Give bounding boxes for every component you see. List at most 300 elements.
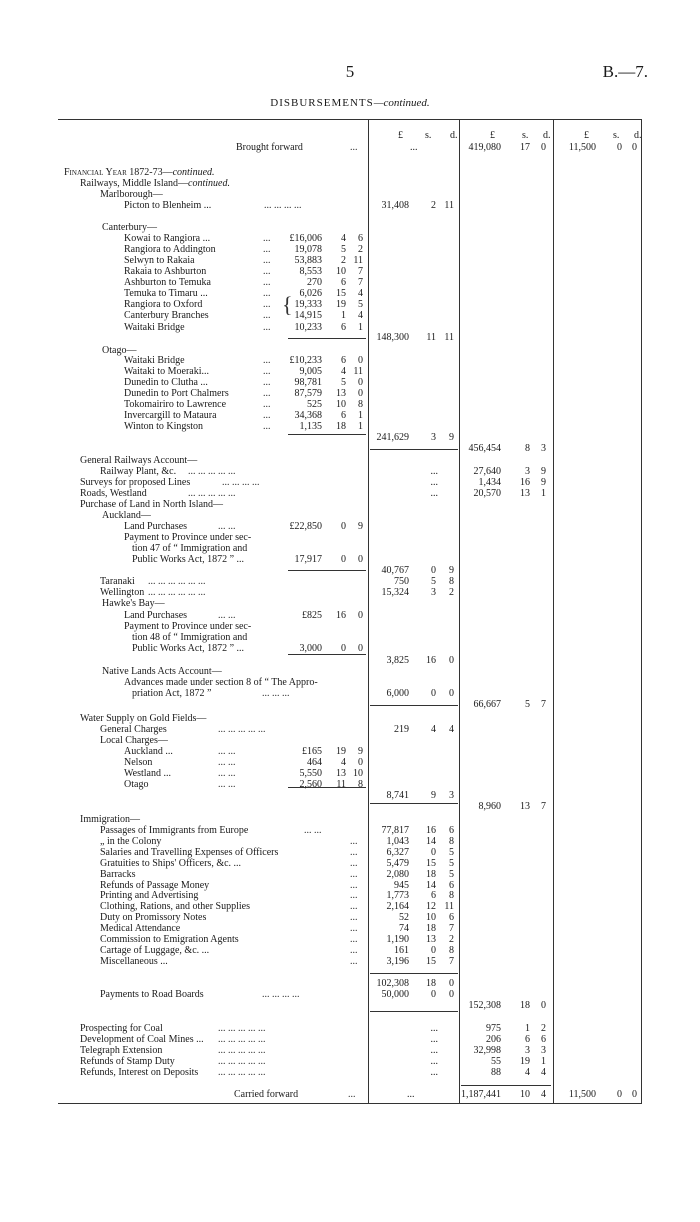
otago-item-amount-pence: 0: [358, 388, 363, 399]
hb-total-pounds: 3,825: [386, 655, 409, 666]
immigration-item-amount-shillings: 13: [426, 934, 436, 945]
auckland-land-amount-shillings: 0: [341, 521, 346, 532]
misc-item-col2-pence: 1: [541, 488, 546, 499]
immigration-item-dots: ...: [350, 934, 358, 945]
immigration-item-label: Clothing, Rations, and other Supplies: [100, 901, 250, 913]
general-charges-amount-shillings: 4: [431, 724, 436, 735]
picton-dots: ... ... ... ...: [264, 200, 302, 211]
immigration-item-dots: ...: [350, 846, 358, 858]
otago-item-label: Waitaki to Moeraki...: [124, 366, 210, 377]
final-item-col2-shillings: 3: [525, 1045, 530, 1056]
otago-item-amount-pounds: 9,005: [299, 366, 322, 377]
otago-item-label: Waitaki Bridge: [124, 355, 185, 366]
immigration-item-amount-pence: 8: [449, 944, 454, 956]
native-lands-dots: ... ... ...: [262, 688, 290, 699]
brought-forward-label: Brought forward: [236, 142, 303, 153]
canterbury-item-amount-pounds: 19,333: [294, 299, 322, 310]
otago-item-amount-shillings: 13: [336, 388, 346, 399]
otago-item-dots: ...: [263, 377, 271, 388]
wellington-amount-shillings: 3: [431, 587, 436, 598]
hb-payment-amount-pence: 0: [358, 643, 363, 654]
otago-item-dots: ...: [263, 388, 271, 399]
immigration-item-amount-shillings: 6: [431, 890, 436, 902]
picton-amount-pence: 11: [444, 200, 454, 211]
misc-item-col2-pence: 9: [541, 477, 546, 488]
misc-item-col2-pounds: 20,570: [473, 488, 501, 499]
canterbury-item-amount-pence: 11: [353, 255, 363, 266]
local-charge-amount-pounds: 2,560: [299, 779, 322, 790]
immigration-item-dots: ...: [350, 912, 358, 924]
heading-suffix: —continued.: [373, 97, 430, 109]
immigration-item-amount-pounds: 74: [399, 923, 409, 935]
canterbury-total-pence: 11: [444, 332, 454, 343]
road-boards-label: Payments to Road Boards: [100, 989, 204, 1000]
otago-total-pounds: 241,629: [376, 432, 409, 443]
col1-pound-sign: £: [398, 130, 403, 141]
native-lands-heading: Native Lands Acts Account—: [102, 666, 222, 677]
otago-item-label: Dunedin to Port Chalmers: [124, 388, 229, 399]
canterbury-item-amount-pounds: 10,233: [294, 322, 322, 333]
canterbury-item-amount-shillings: 6: [341, 322, 346, 333]
immigration-item-amount-pounds: 1,043: [386, 835, 409, 847]
final-item-dots: ... ... ... ... ...: [218, 1067, 266, 1078]
col3-pence-head: d.: [634, 130, 642, 141]
immigration-item-amount-pounds: 2,080: [386, 868, 409, 880]
final-item-col2-pounds: 88: [491, 1067, 501, 1078]
taranaki-amount-pence: 8: [449, 576, 454, 587]
native-lands-amount-shillings: 0: [431, 688, 436, 699]
canterbury-item-amount-pence: 7: [358, 266, 363, 277]
fy-year: 1872-73—: [126, 167, 173, 178]
misc-item-dots: ... ... ... ... ...: [188, 466, 236, 477]
final-item-col1: ...: [430, 1023, 438, 1034]
immigration-item-amount-shillings: 0: [431, 846, 436, 858]
immigration-item-amount-pounds: 945: [394, 879, 409, 891]
otago-item-amount-shillings: 6: [341, 410, 346, 421]
immigration-item-dots: ...: [350, 835, 358, 847]
canterbury-item-dots: ...: [263, 322, 271, 333]
misc-item-label: Roads, Westland: [80, 488, 147, 499]
final-item-label: Refunds of Stamp Duty: [80, 1056, 175, 1067]
misc-item-col1: ...: [430, 477, 438, 488]
otago-item-amount-pence: 1: [358, 421, 363, 432]
taranaki-amount-pounds: 750: [394, 576, 409, 587]
imm-col1-rule: [370, 973, 458, 974]
misc-item-col1: ...: [430, 488, 438, 499]
auckland-pre-rule: [288, 570, 366, 571]
brought-forward-col3-pounds: 11,500: [568, 142, 596, 153]
road-boards-amount-shillings: 0: [431, 989, 436, 1000]
canterbury-item-amount-pounds: £16,006: [289, 233, 322, 244]
otago-item-amount-shillings: 18: [336, 421, 346, 432]
fy-prefix: Financial Year: [64, 167, 127, 178]
final-item-dots: ... ... ... ... ...: [218, 1034, 266, 1045]
final-item-dots: ... ... ... ... ...: [218, 1045, 266, 1056]
auckland-land-amount-pence: 9: [358, 521, 363, 532]
immigration-heading: Immigration—: [80, 814, 140, 825]
final-item-label: Refunds, Interest on Deposits: [80, 1067, 199, 1078]
payment-line: Public Works Act, 1872 ” ...: [132, 554, 245, 565]
local-charge-dots: ... ...: [218, 779, 236, 790]
canterbury-item-amount-pence: 6: [358, 233, 363, 244]
native-lands-amount-pounds: 6,000: [386, 688, 409, 699]
otago-heading: Otago—: [102, 345, 137, 356]
otago-total-pence: 9: [449, 432, 454, 443]
local-charge-amount-pounds: £165: [302, 746, 322, 757]
local-charge-label: Nelson: [124, 757, 153, 768]
col2-pound-sign: £: [490, 130, 495, 141]
immigration-item-amount-shillings: 10: [426, 912, 436, 924]
immigration-item-amount-pounds: 1,190: [386, 934, 409, 945]
canterbury-item-label: Temuka to Timaru ...: [124, 288, 208, 299]
final-item-label: Development of Coal Mines ...: [80, 1034, 204, 1045]
immigration-item-amount-pounds: 5,479: [386, 857, 409, 869]
canterbury-item-amount-shillings: 2: [341, 255, 346, 266]
col1-left-rule: [368, 119, 369, 1103]
otago-item-dots: ...: [263, 421, 271, 432]
native-lands-line1: Advances made under section 8 of “ The Appro-: [124, 677, 318, 688]
immigration-item-amount-pence: 6: [449, 879, 454, 891]
hawkes-bay-heading: Hawke's Bay—: [102, 598, 165, 609]
immigration-item-amount-pounds: 6,327: [386, 846, 409, 858]
payment-amount-pounds: 17,917: [294, 554, 322, 565]
local-charge-amount-shillings: 19: [336, 746, 346, 757]
hb-payment-line: Public Works Act, 1872 ” ...: [132, 643, 245, 654]
immigration-item-label: Commission to Emigration Agents: [100, 934, 239, 945]
otago-item-label: Dunedin to Clutha ...: [124, 377, 208, 388]
immigration-item-amount-pounds: 161: [394, 944, 409, 956]
canterbury-item-label: Rangiora to Oxford: [124, 299, 203, 310]
otago-item-label: Tokomairiro to Lawrence: [124, 399, 227, 410]
misc-item-col2-pence: 9: [541, 466, 546, 477]
canterbury-item-amount-shillings: 4: [341, 233, 346, 244]
immigration-item-amount-shillings: 12: [426, 901, 436, 913]
immigration-item-amount-pence: 5: [449, 857, 454, 869]
marlborough-heading: Marlborough—: [100, 189, 163, 200]
otago-item-amount-pounds: £10,233: [289, 355, 322, 366]
wellington-amount-pence: 2: [449, 587, 454, 598]
otago-total-shillings: 3: [431, 432, 436, 443]
final-item-col2-pounds: 32,998: [473, 1045, 501, 1056]
immigration-item-amount-pence: 8: [449, 890, 454, 902]
payment-line: Payment to Province under sec-: [124, 532, 252, 543]
final-item-col1: ...: [430, 1056, 438, 1067]
picton-amount-shillings: 2: [431, 200, 436, 211]
immigration-item-dots: ...: [350, 955, 358, 967]
otago-item-amount-shillings: 10: [336, 399, 346, 410]
otago-item-amount-shillings: 6: [341, 355, 346, 366]
immigration-item-dots: ...: [350, 857, 358, 869]
immigration-item-amount-pence: 11: [444, 901, 454, 913]
wellington-dots: ... ... ... ... ... ...: [148, 587, 206, 598]
canterbury-item-amount-shillings: 19: [336, 299, 346, 310]
canterbury-item-amount-pounds: 14,915: [294, 310, 322, 321]
misc-item-col2-pounds: 1,434: [478, 477, 501, 488]
carried-forward-col3-pence: 0: [632, 1089, 637, 1100]
immigration-item-amount-pence: 5: [449, 846, 454, 858]
immigration-item-amount-shillings: 16: [426, 825, 436, 836]
immigration-item-label: Gratuities to Ships' Officers, &c. ...: [100, 857, 242, 869]
final-item-col1: ...: [430, 1045, 438, 1056]
canterbury-item-dots: ...: [263, 310, 271, 321]
otago-item-label: Invercargill to Mataura: [124, 410, 217, 421]
misc-item-col2-pounds: 27,640: [473, 466, 501, 477]
general-charges-amount-pounds: 219: [394, 724, 409, 735]
canterbury-item-amount-pence: 4: [358, 288, 363, 299]
col3-shilling-head: s.: [613, 130, 620, 141]
brought-forward-col2-pounds: 419,080: [468, 142, 501, 153]
general-charges-amount-pence: 4: [449, 724, 454, 735]
immigration-item-amount-shillings: 0: [431, 944, 436, 956]
local-charge-amount-pence: 10: [353, 768, 363, 779]
col2-shilling-head: s.: [522, 130, 529, 141]
fy-continued: continued.: [172, 167, 215, 178]
canterbury-item-amount-pounds: 6,026: [299, 288, 322, 299]
otago-item-amount-shillings: 5: [341, 377, 346, 388]
final-item-col1: ...: [430, 1067, 438, 1078]
general-charges-dots: ... ... ... ... ...: [218, 724, 266, 735]
immigration-item-label: Miscellaneous ...: [100, 955, 168, 967]
local-charge-label: Auckland ...: [124, 746, 173, 757]
hb-payment-line: tion 48 of “ Immigration and: [132, 632, 248, 643]
final-item-col2-pence: 4: [541, 1067, 546, 1078]
auckland-heading: Auckland—: [102, 510, 151, 521]
hb-land-amount-shillings: 16: [336, 610, 346, 621]
canterbury-item-amount-pence: 4: [358, 310, 363, 321]
canterbury-item-amount-pence: 2: [358, 244, 363, 255]
misc-item-dots: ... ... ... ... ...: [188, 488, 236, 499]
immigration-item-amount-pence: 6: [449, 825, 454, 836]
table-bottom-rule: [58, 1103, 642, 1104]
canterbury-total-pounds: 148,300: [376, 332, 409, 343]
hb-total-pence: 0: [449, 655, 454, 666]
immigration-item-label: „ in the Colony: [100, 835, 162, 847]
heading-title: DISBURSEMENTS: [270, 97, 374, 109]
immigration-item-amount-pence: 7: [449, 955, 454, 967]
oxford-branches-brace: {: [282, 292, 293, 317]
carried-forward-col2-shillings: 10: [520, 1089, 530, 1100]
local-charge-amount-pounds: 5,550: [299, 768, 322, 779]
hb-land-label: Land Purchases: [124, 610, 188, 621]
hb-land-amount-pounds: £825: [302, 610, 322, 621]
land-total-pounds: 66,667: [473, 699, 501, 710]
immigration-item-dots: ...: [350, 923, 358, 935]
misc-item-label: Railway Plant, &c.: [100, 466, 177, 477]
final-item-dots: ... ... ... ... ...: [218, 1023, 266, 1034]
canterbury-item-amount-pounds: 53,883: [294, 255, 322, 266]
picton-label: Picton to Blenheim ...: [124, 200, 212, 211]
railways-total-pounds: 456,454: [468, 443, 501, 454]
road-boards-dots: ... ... ... ...: [262, 989, 300, 1000]
immigration-item-amount-shillings: 15: [426, 955, 436, 967]
auckland-total-pence: 9: [449, 565, 454, 576]
otago-item-amount-pounds: 1,135: [299, 421, 322, 432]
misc-item-col2-shillings: 3: [525, 466, 530, 477]
otago-item-amount-pence: 0: [358, 355, 363, 366]
canterbury-item-amount-pounds: 8,553: [299, 266, 322, 277]
canterbury-item-dots: ...: [263, 244, 271, 255]
table-right-rule: [641, 119, 642, 1103]
immigration-total-pounds: 102,308: [376, 978, 409, 989]
hb-total-shillings: 16: [426, 655, 436, 666]
water-supply-heading: Water Supply on Gold Fields—: [80, 713, 207, 724]
otago-pre-rule: [288, 434, 366, 435]
carried-forward-col3-pounds: 11,500: [568, 1089, 596, 1100]
hb-payment-amount-pounds: 3,000: [299, 643, 322, 654]
railways-total-shillings: 8: [525, 443, 530, 454]
road-boards-amount-pence: 0: [449, 989, 454, 1000]
immigration-item-dots: ...: [350, 879, 358, 891]
immigration-item-amount-pounds: 2,164: [386, 901, 409, 913]
immigration-item-label: Cartage of Luggage, &c. ...: [100, 944, 210, 956]
final-item-col2-pounds: 206: [486, 1034, 501, 1045]
otago-item-amount-pence: 1: [358, 410, 363, 421]
misc-item-col2-shillings: 13: [520, 488, 530, 499]
imm-grand-rule: [370, 1011, 458, 1012]
immigration-item-label: Salaries and Travelling Expenses of Officers: [100, 846, 279, 858]
immigration-item-dots: ... ...: [304, 825, 322, 836]
canterbury-item-label: Selwyn to Rakaia: [124, 255, 195, 266]
railways-col1-rule: [370, 449, 458, 450]
otago-item-amount-pounds: 87,579: [294, 388, 322, 399]
canterbury-item-dots: ...: [263, 299, 271, 310]
immigration-item-label: Passages of Immigrants from Europe: [100, 825, 249, 836]
col1-pence-head: d.: [450, 130, 458, 141]
general-charges-label: General Charges: [100, 724, 167, 735]
col2-total-rule: [461, 1085, 551, 1086]
canterbury-item-amount-shillings: 10: [336, 266, 346, 277]
carried-forward-col1: ...: [407, 1089, 415, 1100]
canterbury-item-amount-shillings: 15: [336, 288, 346, 299]
final-item-label: Prospecting for Coal: [80, 1023, 163, 1034]
native-lands-line2: priation Act, 1872 ”: [132, 688, 212, 699]
col2-left-rule: [459, 119, 460, 1103]
final-item-col2-shillings: 1: [525, 1023, 530, 1034]
canterbury-item-amount-pounds: 19,078: [294, 244, 322, 255]
otago-item-amount-pounds: 98,781: [294, 377, 322, 388]
brought-forward-col3-shillings: 0: [617, 142, 622, 153]
canterbury-item-label: Kowai to Rangiora ...: [124, 233, 211, 244]
canterbury-item-amount-shillings: 1: [341, 310, 346, 321]
final-item-col2-pounds: 55: [491, 1056, 501, 1067]
immigration-item-amount-pence: 2: [449, 934, 454, 945]
local-charge-amount-shillings: 13: [336, 768, 346, 779]
carried-forward-col3-shillings: 0: [617, 1089, 622, 1100]
immigration-grand-total-shillings: 18: [520, 1000, 530, 1011]
local-charge-dots: ... ...: [218, 746, 236, 757]
otago-item-label: Winton to Kingston: [124, 421, 204, 432]
hb-land-dots: ... ...: [218, 610, 236, 621]
railways-continued: continued.: [188, 178, 230, 189]
misc-item-label: Surveys for proposed Lines: [80, 477, 191, 488]
canterbury-item-dots: ...: [263, 233, 271, 244]
local-charge-amount-pence: 9: [358, 746, 363, 757]
canterbury-item-label: Rangiora to Addington: [124, 244, 216, 255]
immigration-item-amount-pounds: 3,196: [386, 955, 409, 967]
land-total-pence: 7: [541, 699, 546, 710]
carried-forward-col2-pounds: 1,187,441: [461, 1089, 501, 1100]
final-item-col2-pounds: 975: [486, 1023, 501, 1034]
immigration-item-amount-shillings: 18: [426, 923, 436, 935]
water-total-pence: 7: [541, 801, 546, 812]
local-charge-dots: ... ...: [218, 768, 236, 779]
wellington-label: Wellington: [100, 587, 145, 598]
document-reference: B.—7.: [602, 62, 648, 81]
immigration-item-amount-pence: 8: [449, 835, 454, 847]
misc-item-dots: ... ... ... ...: [222, 477, 260, 488]
otago-item-dots: ...: [263, 399, 271, 410]
brought-forward-col1: ...: [410, 142, 418, 153]
local-total-pence: 3: [449, 790, 454, 801]
brought-forward-col2-pence: 0: [541, 142, 546, 153]
native-lands-amount-pence: 0: [449, 688, 454, 699]
col3-pound-sign: £: [584, 130, 589, 141]
immigration-item-amount-shillings: 15: [426, 857, 436, 869]
carried-forward-dots: ...: [348, 1089, 356, 1100]
immigration-item-label: Duty on Promissory Notes: [100, 912, 207, 924]
canterbury-item-amount-pence: 7: [358, 277, 363, 288]
local-charges-heading: Local Charges—: [100, 735, 168, 746]
canterbury-item-dots: ...: [263, 266, 271, 277]
railways-total-pence: 3: [541, 443, 546, 454]
carried-forward-col2-pence: 4: [541, 1089, 546, 1100]
road-boards-amount-pounds: 50,000: [381, 989, 409, 1000]
otago-item-dots: ...: [263, 366, 271, 377]
picton-amount-pounds: 31,408: [381, 200, 409, 211]
local-charge-amount-shillings: 11: [336, 779, 346, 790]
auckland-total-pounds: 40,767: [381, 565, 409, 576]
otago-item-amount-shillings: 4: [341, 366, 346, 377]
col2-pence-head: d.: [543, 130, 551, 141]
hb-payment-amount-shillings: 0: [341, 643, 346, 654]
final-item-col2-pence: 6: [541, 1034, 546, 1045]
immigration-item-amount-shillings: 14: [426, 835, 436, 847]
immigration-item-amount-pounds: 77,817: [381, 825, 409, 836]
purchase-land-heading: Purchase of Land in North Island—: [80, 499, 224, 510]
auckland-land-amount-pounds: £22,850: [289, 521, 322, 532]
local-charge-amount-shillings: 4: [341, 757, 346, 768]
taranaki-dots: ... ... ... ... ... ...: [148, 576, 206, 587]
immigration-item-amount-shillings: 18: [426, 868, 436, 880]
land-total-shillings: 5: [525, 699, 530, 710]
local-charge-label: Westland ...: [124, 768, 171, 779]
taranaki-label: Taranaki: [100, 576, 135, 587]
immigration-item-dots: ...: [350, 868, 358, 880]
otago-item-amount-pence: 8: [358, 399, 363, 410]
taranaki-amount-shillings: 5: [431, 576, 436, 587]
payment-line: tion 47 of “ Immigration and: [132, 543, 248, 554]
canterbury-item-label: Waitaki Bridge: [124, 322, 185, 333]
otago-item-amount-pounds: 525: [307, 399, 322, 410]
brought-forward-dots: ...: [350, 142, 358, 153]
canterbury-item-label: Rakaia to Ashburton: [124, 266, 207, 277]
water-col1-rule: [370, 803, 458, 804]
final-item-dots: ... ... ... ... ...: [218, 1056, 266, 1067]
immigration-item-label: Medical Attendance: [100, 923, 181, 935]
immigration-item-dots: ...: [350, 901, 358, 913]
immigration-item-label: Printing and Advertising: [100, 890, 199, 902]
auckland-total-shillings: 0: [431, 565, 436, 576]
immigration-grand-total-pence: 0: [541, 1000, 546, 1011]
carried-forward-label: Carried forward: [234, 1089, 299, 1100]
immigration-item-amount-pence: 7: [449, 923, 454, 935]
local-charge-label: Otago: [124, 779, 149, 790]
local-charge-amount-pence: 0: [358, 757, 363, 768]
general-railways-heading: General Railways Account—: [80, 455, 198, 466]
otago-item-amount-pence: 0: [358, 377, 363, 388]
payment-amount-shillings: 0: [341, 554, 346, 565]
misc-item-col1: ...: [430, 466, 438, 477]
